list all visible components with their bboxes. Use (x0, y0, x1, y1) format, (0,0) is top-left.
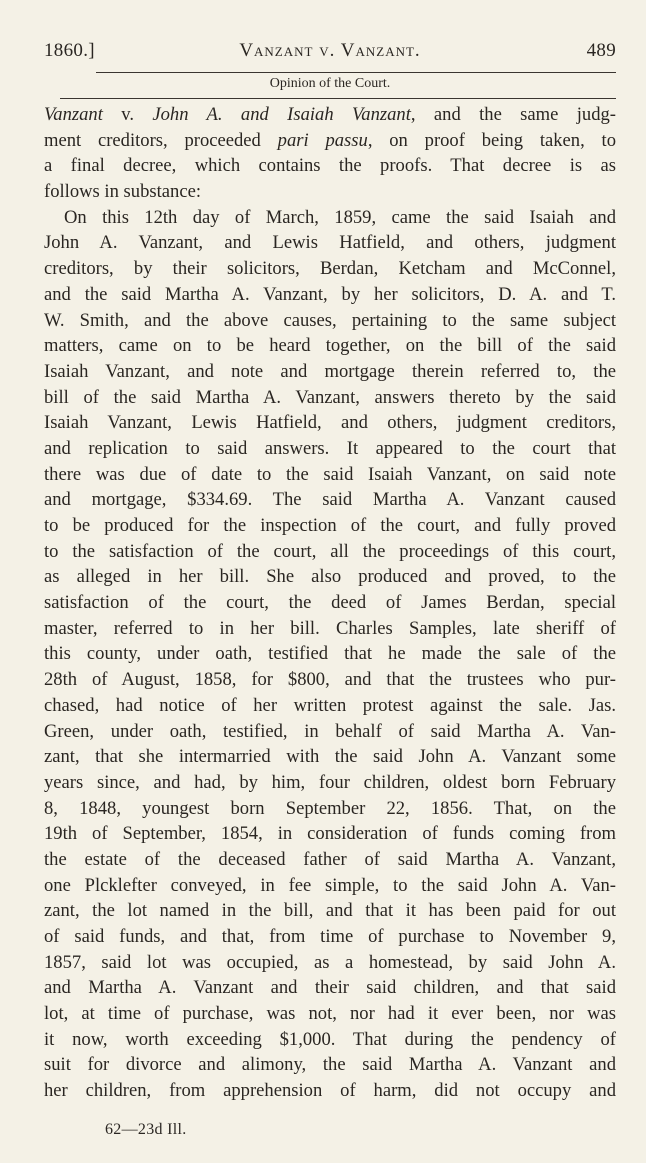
text-line: there was due of date to the said Isaiah Vanzant, on said note (44, 463, 616, 485)
text-line: chased, had notice of her written protest against the sale. Jas. (44, 694, 616, 716)
signature-mark (105, 1121, 187, 1139)
text-line: Isaiah Vanzant, and note and mortgage therein referred to, the (44, 360, 616, 382)
text-line: and Martha A. Vanzant and their said children, and that said (44, 977, 616, 999)
header-rule (96, 72, 616, 73)
text-line: bill of the said Martha A. Vanzant, answers thereto by the said (44, 386, 616, 408)
text-line: lot, at time of purchase, was not, nor had it ever been, nor was (44, 1003, 616, 1025)
text-line: the estate of the deceased father of said Martha A. Vanzant, (44, 848, 616, 870)
text-line: and mortgage, $334.69. The said Martha A. Vanzant caused (44, 489, 616, 511)
section-subheading: Opinion of the Court. (269, 76, 391, 91)
text-line: Isaiah Vanzant, Lewis Hatfield, and others, judgment creditors, (44, 412, 616, 434)
page-number: 489 (586, 40, 616, 61)
text-line: and replication to said answers. It appeared to the court that (44, 437, 616, 459)
text-line: Green, under oath, testified, in behalf of said Martha A. Van- (44, 720, 616, 742)
text-line: and the said Martha A. Vanzant, by her solicitors, D. A. and T. (44, 283, 616, 305)
header-case-title: Vanzant v. Vanzant. (239, 40, 421, 61)
text-line: as alleged in her bill. She also produced and proved, to the (44, 566, 616, 588)
text-line: creditors, by their solicitors, Berdan, Ketcham and McConnel, (44, 258, 616, 280)
subheading-rule (60, 98, 616, 99)
text-line: 1857, said lot was occupied, as a homestead, by said John A. (44, 951, 616, 973)
text-line: a final decree, which contains the proofs. That decree is as (44, 155, 616, 177)
text-line: 19th of September, 1854, in consideration of funds coming from (44, 823, 616, 845)
text-line: suit for divorce and alimony, the said Martha A. Vanzant and (44, 1054, 616, 1076)
header-year: 1860.] (44, 40, 95, 61)
text-line: matters, came on to be heard together, on the bill of the said (44, 335, 616, 357)
text-line: zant, that she intermarried with the said John A. Vanzant some (44, 746, 616, 768)
body-text (44, 102, 616, 1104)
text-line: ment creditors, proceeded pari passu, on proof being taken, to (44, 129, 616, 151)
text-line: follows in substance: (44, 181, 201, 203)
text-line: years since, and had, by him, four children, oldest born February (44, 771, 616, 793)
text-line: Vanzant v. John A. and Isaiah Vanzant, and the same judg- (44, 104, 616, 125)
text-line: 8, 1848, youngest born September 22, 1856. That, on the (44, 797, 616, 819)
text-line: it now, worth exceeding $1,000. That during the pendency of (44, 1028, 616, 1050)
text-line: this county, under oath, testified that he made the sale of the (44, 643, 616, 665)
text-line: W. Smith, and the above causes, pertaining to the same subject (44, 309, 616, 331)
text-line: John A. Vanzant, and Lewis Hatfield, and others, judgment (44, 232, 616, 254)
text-line: master, referred to in her bill. Charles Samples, late sheriff of (44, 617, 616, 639)
text-line: On this 12th day of March, 1859, came the said Isaiah and (64, 206, 616, 228)
text-line: to the satisfaction of the court, all the proceedings of this court, (44, 540, 616, 562)
text-line: to be produced for the inspection of the court, and fully proved (44, 515, 616, 536)
text-line: zant, the lot named in the bill, and that it has been paid for out (44, 900, 616, 922)
text-line: of said funds, and that, from time of purchase to November 9, (44, 926, 616, 947)
text-line: 28th of August, 1858, for $800, and that the trustees who pur- (44, 669, 616, 691)
running-head (44, 40, 616, 66)
text-line: her children, from apprehension of harm, did not occupy and (44, 1080, 616, 1102)
text-line: one Plcklefter conveyed, in fee simple, to the said John A. Van- (44, 874, 616, 896)
text-line: satisfaction of the court, the deed of James Berdan, special (44, 592, 616, 614)
signature-mark-text: 62—23d Ill. (105, 1121, 187, 1138)
